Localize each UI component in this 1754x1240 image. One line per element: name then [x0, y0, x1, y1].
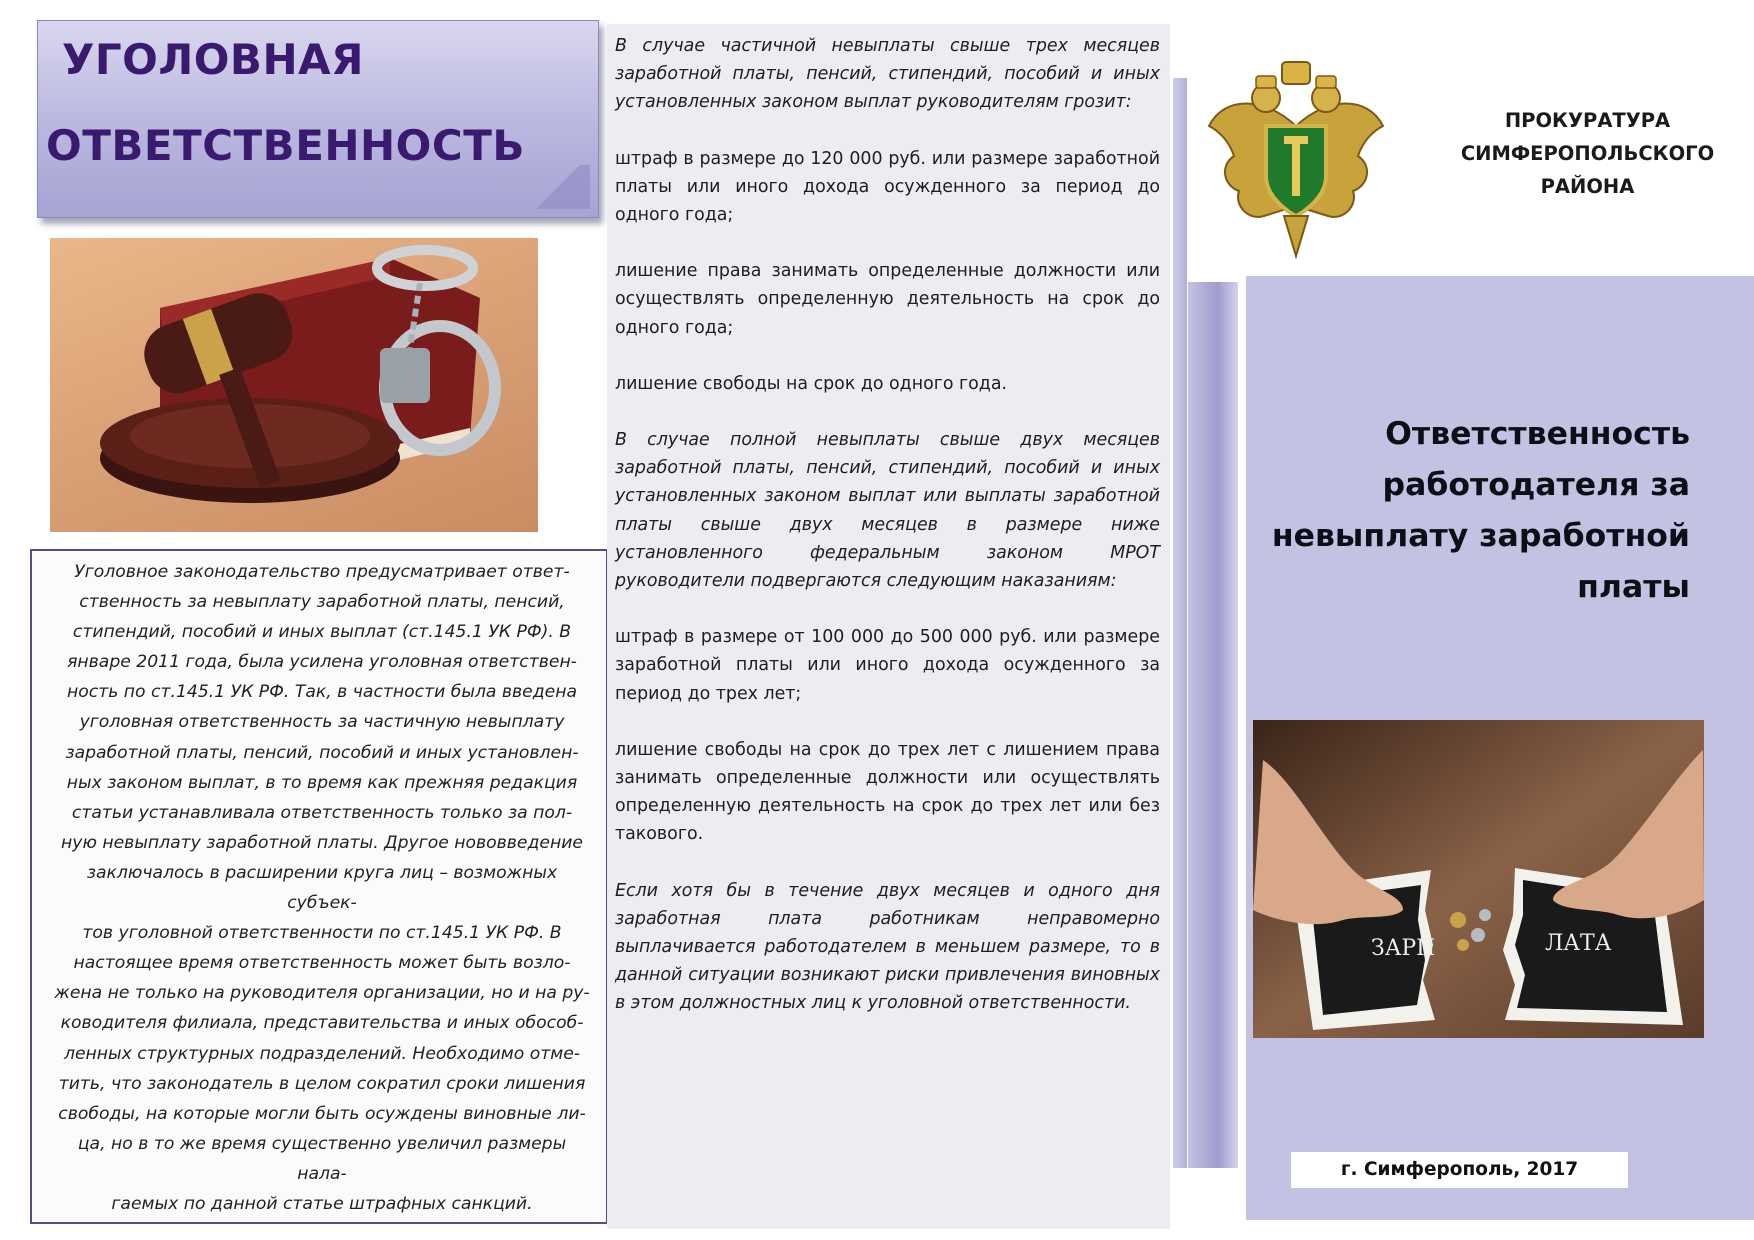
- gavel-handcuffs-illustration: [50, 238, 538, 532]
- legal-info-line: ных законом выплат, в то время как прежняя редакция: [66, 772, 578, 793]
- legal-info-line: тов уголовной ответственности по ст.145.1 УК РФ. В: [82, 923, 562, 944]
- org-line-2: СИМФЕРОПОЛЬСКОГО: [1460, 142, 1715, 165]
- photo-caption-left: ЗАРП: [1371, 936, 1436, 961]
- torn-salary-illustration: [1253, 720, 1704, 1038]
- legal-info-line: ственность за невыплату заработной платы, пенсий,: [79, 592, 565, 613]
- legal-info-box: [30, 549, 608, 1224]
- legal-info-line: ность по ст.145.1 УК РФ. Так, в частности была введена: [67, 682, 577, 703]
- legal-info-line: статьи устанавливала ответственность только за пол-: [71, 802, 573, 823]
- decorative-bar: [1173, 78, 1187, 1168]
- org-line-3: РАЙОНА: [1540, 175, 1635, 198]
- legal-info-line: гаемых по данной статье штрафных санкций.: [111, 1193, 533, 1214]
- page-curl: [526, 165, 590, 209]
- legal-info-line: заработной платы, пенсий, пособий и иных установлен-: [65, 742, 579, 763]
- organization-name: [1450, 104, 1725, 203]
- legal-info-line: тить, что законодатель в целом сократил сроки лишения: [58, 1073, 586, 1094]
- penalty-paragraph: В случае полной невыплаты свыше двух месяцев заработной платы, пенсий, стипендий, пособий и иных установленных законом выплат или выплаты заработной платы свыше двух месяцев в размере ниже установленного федеральным законом МРОТ руководители подвергаются следующим наказаниям:: [615, 430, 1160, 592]
- city-year-label: г. Симферополь, 2017: [1291, 1152, 1628, 1188]
- legal-info-line: Уголовное законодательство предусматривает ответ-: [74, 562, 570, 582]
- brochure-title-line-4: платы: [1577, 569, 1690, 605]
- legal-info-line: свободы, на которые могли быть осуждены виновные ли-: [58, 1103, 586, 1124]
- legal-info-line: ленных структурных подразделений. Необходимо отме-: [63, 1043, 580, 1064]
- penalty-paragraph: лишение права занимать определенные должности или осуществлять определенную деятельность на срок до одного года;: [615, 261, 1160, 338]
- penalty-paragraph: лишение свободы на срок до одного года.: [615, 373, 1008, 394]
- torn-salary-photo: [1253, 720, 1704, 1038]
- legal-info-line: настоящее время ответственность может быть возло-: [73, 953, 571, 974]
- penalty-paragraph: Если хотя бы в течение двух месяцев и одного дня заработная плата работникам неправомерно выплачивается работодателем в меньшем размере, то в данной ситуации возникают риски привлечения виновных в этом должностных лиц к уголовной ответственности.: [615, 880, 1160, 1014]
- decorative-bar-shaded: [1188, 282, 1238, 1168]
- penalty-paragraph: штраф в размере от 100 000 до 500 000 руб. или размере заработной платы или иного дохода осужденного за период до трех лет;: [615, 627, 1160, 704]
- photo-caption-right: ЛАТА: [1545, 931, 1612, 956]
- legal-info-line: уголовная ответственность за частичную невыплату: [79, 712, 565, 733]
- legal-info-line: стипендий, пособий и иных выплат (ст.145.1 УК РФ). В: [72, 622, 572, 643]
- penalty-paragraph: штраф в размере до 120 000 руб. или размере заработной платы или иного дохода осужденного за период до одного года;: [615, 148, 1160, 226]
- legal-info-line: ководителя филиала, представительства и иных обособ-: [60, 1013, 584, 1034]
- penalty-paragraph: В случае частичной невыплаты свыше трех месяцев заработной платы, пенсий, стипендий, пособий и иных установленных законом выплат руководителям грозит:: [615, 36, 1160, 113]
- prosecutor-emblem-icon: [1204, 56, 1388, 261]
- legal-info-text: [52, 557, 592, 1219]
- legal-info-line: ную невыплату заработной платы. Другое нововведение: [61, 832, 583, 853]
- legal-info-line: январе 2011 года, была усилена уголовная ответствен-: [67, 652, 577, 673]
- gavel-handcuffs-photo: [50, 238, 538, 532]
- brochure-title: [1250, 409, 1690, 613]
- legal-info-line: заключалось в расширении круга лиц – возможных субъек-: [86, 862, 558, 914]
- brochure-title-line-1: Ответственность: [1385, 416, 1690, 452]
- org-line-1: ПРОКУРАТУРА: [1504, 109, 1671, 132]
- penalties-column: [607, 24, 1170, 1229]
- legal-info-line: жена не только на руководителя организации, но и на ру-: [54, 983, 590, 1004]
- title-line-2: ОТВЕТСТВЕННОСТЬ: [46, 121, 525, 170]
- title-line-1: УГОЛОВНАЯ: [62, 35, 364, 84]
- legal-info-line: ца, но в то же время существенно увеличил размеры нала-: [77, 1133, 567, 1184]
- brochure-title-line-2: работодателя за: [1382, 467, 1690, 503]
- penalties-text: [615, 32, 1160, 1046]
- title-banner: [37, 20, 599, 218]
- penalty-paragraph: лишение свободы на срок до трех лет с лишением права занимать определенные должности или осуществлять определенную деятельность на срок до трех лет или без такового.: [615, 739, 1160, 845]
- brochure-title-line-3: невыплату заработной: [1271, 518, 1690, 554]
